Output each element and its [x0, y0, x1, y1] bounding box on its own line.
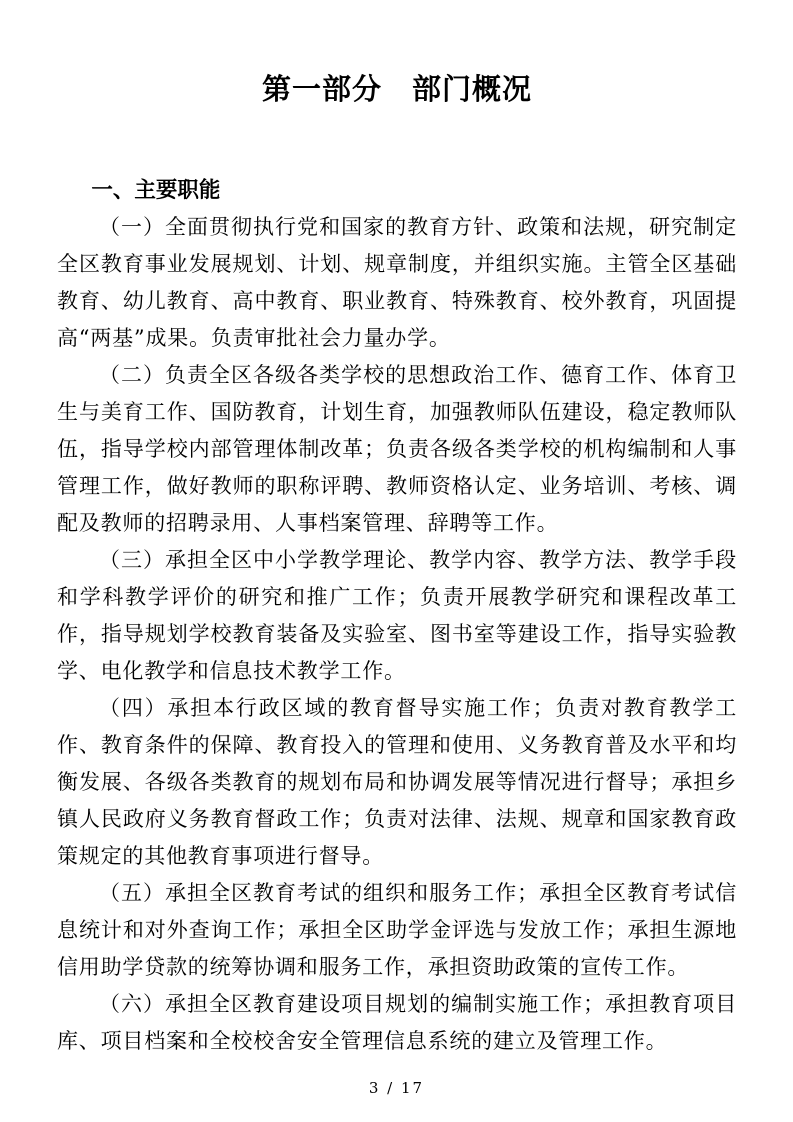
paragraph-function-5: （五）承担全区教育考试的组织和服务工作；承担全区教育考试信息统计和对外查询工作；承担全区助学金评选与发放工作；承担生源地信用助学贷款的统筹协调和服务工作，承担资助政策的宣传工作。 — [57, 881, 737, 979]
paragraph-function-2: （二）负责全区各级各类学校的思想政治工作、德育工作、体育卫生与美育工作、国防教育，计划生育，加强教师队伍建设，稳定教师队伍，指导学校内部管理体制改革；负责各级各类学校的机构编制和人事管理工作，做好教师的职称评聘、教师资格认定、业务培训、考核、调配及教师的招聘录用、人事档案管理、辞聘等工作。 — [57, 363, 737, 535]
paragraph-function-3: （三）承担全区中小学教学理论、教学内容、教学方法、教学手段和学科教学评价的研究和推广工作；负责开展教学研究和课程改革工作，指导规划学校教育装备及实验室、图书室等建设工作，指导实验教学、电化教学和信息技术教学工作。 — [57, 548, 737, 683]
paragraph-function-6: （六）承担全区教育建设项目规划的编制实施工作；承担教育项目库、项目档案和全校校舍安全管理信息系统的建立及管理工作。 — [57, 992, 737, 1053]
section-heading-main-functions: 一、主要职能 — [91, 178, 221, 203]
page-title: 第一部分 部门概况 — [261, 72, 532, 106]
paragraph-function-1: （一）全面贯彻执行党和国家的教育方针、政策和法规，研究制定全区教育事业发展规划、计划、规章制度，并组织实施。主管全区基础教育、幼儿教育、高中教育、职业教育、特殊教育、校外教育，巩固提高“两基”成果。负责审批社会力量办学。 — [57, 215, 737, 350]
page-number: 3 / 17 — [368, 1079, 425, 1097]
paragraph-function-4: （四）承担本行政区域的教育督导实施工作；负责对教育教学工作、教育条件的保障、教育投入的管理和使用、义务教育普及水平和均衡发展、各级各类教育的规划布局和协调发展等情况进行督导；承担乡镇人民政府义务教育督政工作；负责对法律、法规、规章和国家教育政策规定的其他教育事项进行督导。 — [57, 696, 737, 868]
